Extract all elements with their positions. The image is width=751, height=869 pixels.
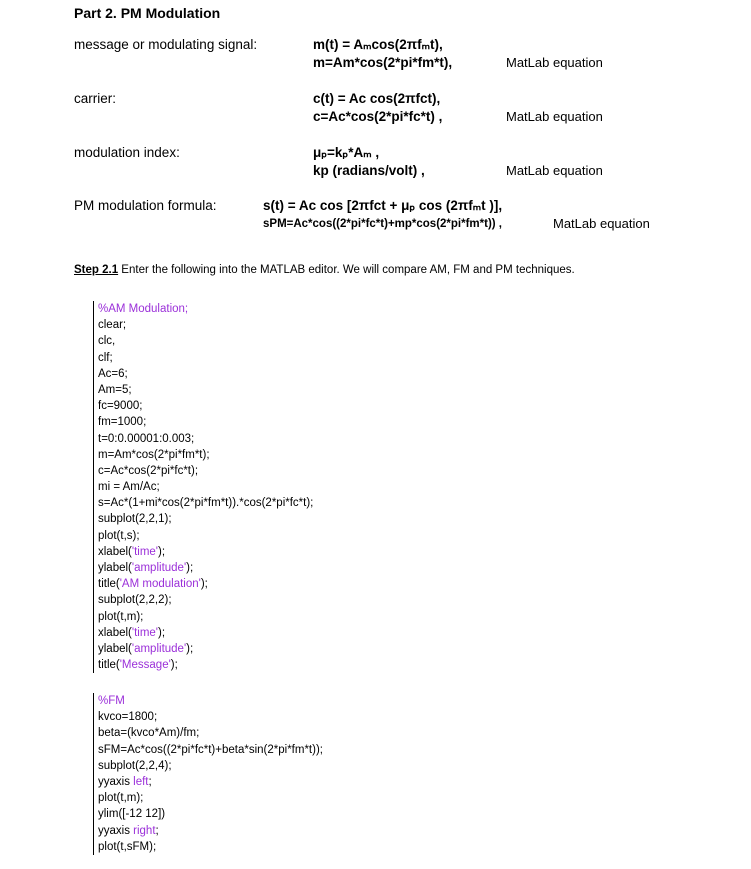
code-line: title('Message'); [98,659,178,672]
message-label: message or modulating signal: [74,37,258,52]
code-line: t=0:0.00001:0.003; [98,432,195,445]
am-code-block [93,301,313,673]
carrier-label: carrier: [74,91,117,106]
formula-math: s(t) = Aᴄ cos [2πfᴄt + μₚ cos (2πfₘt )], [263,198,503,213]
code-line: plot(t,s); [98,529,140,542]
code-line: subplot(2,2,2); [98,594,172,607]
code-line: sFM=Ac*cos((2*pi*fc*t)+beta*sin(2*pi*fm*t)); [98,743,323,756]
index-label: modulation index: [74,145,180,160]
index-equation [313,144,425,180]
code-line: ylabel('amplitude'); [98,642,194,655]
carrier-math: c(t) = Aᴄ cos(2πfᴄt), [313,91,441,106]
step-instruction [74,264,575,276]
code-line: subplot(2,2,4); [98,759,172,772]
code-line: m=Am*cos(2*pi*fm*t); [98,448,210,461]
message-matlab: m=Am*cos(2*pi*fm*t), [313,55,453,70]
code-line [98,301,313,317]
code-string: left [133,775,149,788]
code-comment: %AM Modulation; [98,303,189,315]
carrier-equation [313,90,442,126]
code-line: fc=9000; [98,400,143,413]
code-string: 'Message' [119,659,171,672]
code-string: 'AM modulation' [119,578,201,591]
step-text: Enter the following into the MATLAB editor. We will compare AM, FM and PM techniques. [118,264,575,276]
code-line: kvco=1800; [98,711,158,724]
carrier-matlab: c=Ac*cos(2*pi*fc*t) , [313,109,443,124]
code-line: xlabel('time'); [98,545,166,558]
code-line: title('AM modulation'); [98,578,208,591]
code-comment: %FM [98,695,125,707]
formula-label: PM modulation formula: [74,198,217,213]
code-line: yyaxis right; [98,824,159,837]
index-math: μₚ=kₚ*Aₘ , [313,145,380,160]
code-string: right [133,824,156,837]
index-note: MatLab equation [506,163,603,178]
code-line: c=Ac*cos(2*pi*fc*t); [98,464,199,477]
message-equation [313,36,452,72]
code-string: 'time' [131,545,159,558]
code-line: clear; [98,319,127,332]
message-note: MatLab equation [506,55,603,70]
code-line: beta=(kvco*Am)/fm; [98,727,200,740]
code-line: xlabel('time'); [98,626,166,639]
formula-matlab: sPM=Ac*cos((2*pi*fc*t)+mp*cos(2*pi*fm*t)) , [263,218,503,230]
code-line: clf; [98,351,113,364]
step-label: Step 2.1 [74,264,119,276]
carrier-note: MatLab equation [506,109,603,124]
code-line: clc, [98,335,116,348]
code-line: subplot(2,2,1); [98,513,172,526]
code-line: yyaxis left; [98,775,152,788]
code-line: Ac=6; [98,367,128,380]
message-math: m(t) = Aₘcos(2πfₘt), [313,37,443,52]
code-line: fm=1000; [98,416,147,429]
code-line: Am=5; [98,383,132,396]
formula-note: MatLab equation [553,216,650,231]
code-line: ylim([-12 12]) [98,808,166,821]
index-unit: kp (radians/volt) , [313,163,425,178]
code-string: 'amplitude' [131,562,187,574]
code-string: 'amplitude' [131,642,187,655]
code-line: s=Ac*(1+mi*cos(2*pi*fm*t)).*cos(2*pi*fc*t); [98,497,314,510]
code-line: plot(t,sFM); [98,840,157,853]
code-line: plot(t,m); [98,610,144,623]
code-line: plot(t,m); [98,792,144,805]
section-heading: Part 2. PM Modulation [74,5,221,21]
formula-equation [263,197,502,233]
code-line: mi = Am/Ac; [98,481,160,494]
fm-code-block [93,693,323,855]
code-string: 'time' [131,626,159,639]
code-line [98,693,323,709]
code-line: ylabel('amplitude'); [98,562,194,574]
